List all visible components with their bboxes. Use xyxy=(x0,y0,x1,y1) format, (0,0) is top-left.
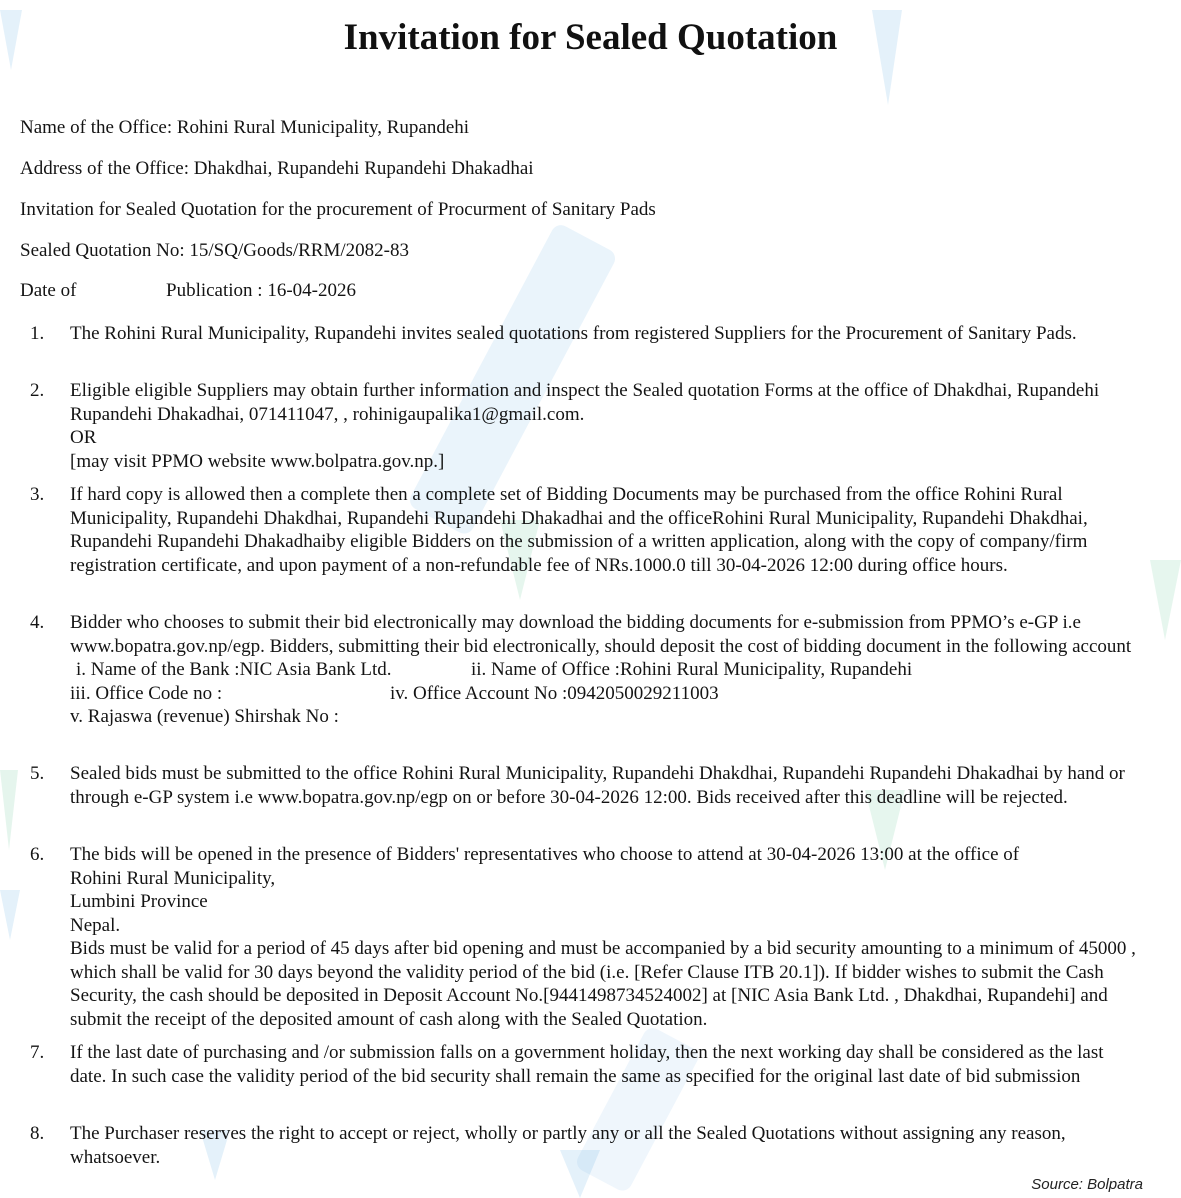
opening-office: Rohini Rural Municipality, xyxy=(70,867,276,889)
item-number: 8. xyxy=(30,1123,45,1144)
publication-date xyxy=(20,279,520,303)
office-name: Name of the Office: Rohini Rural Municipality, Rupandehi xyxy=(20,117,470,138)
page-title: Invitation for Sealed Quotation xyxy=(343,17,838,58)
item-text: The Rohini Rural Municipality, Rupandehi invites sealed quotations from registered Suppliers for the Procurement of Sanitary Pads. xyxy=(70,323,1077,344)
item-text: If the last date of purchasing and /or submission falls on a government holiday, then the next working day shall be considered as the last date. In such case the validity period of the bid security shall remain the same as specified for the original last date of bid submission xyxy=(70,1042,1104,1087)
ppmo-website: [may visit PPMO website www.bolpatra.gov.np.] xyxy=(70,450,445,472)
office-address: Address of the Office: Dhakdhai, Rupandehi Rupandehi Dhakadhai xyxy=(20,158,534,179)
account-row xyxy=(70,658,1142,682)
bid-validity-text: Bids must be valid for a period of 45 days after bid opening and must be accompanied by a bid security amounting to a minimum of 45000 , which shall be valid for 30 days beyond the validity period of the bid (i.e. [Refer Clause ITB 20.1]). If bidder wishes to submit the Cash Security, the cash should be deposited in Deposit Account No.[9441498734524002] at [NIC Asia Bank Ltd. , Dhakdhai, Rupandehi] and submit the receipt of the deposited amount of cash along with the Sealed Quotation. xyxy=(70,938,1136,1030)
quotation-number: Sealed Quotation No: 15/SQ/Goods/RRM/2082-83 xyxy=(20,240,409,261)
office-name-account: ii. Name of Office :Rohini Rural Municipality, Rupandehi xyxy=(471,659,913,680)
item-number: 1. xyxy=(30,323,45,344)
item-text: Sealed bids must be submitted to the office Rohini Rural Municipality, Rupandehi Dhakdhai, Rupandehi Rupandehi Dhakadhai by hand or through e-GP system i.e www.bopatra.gov.np/egp on or before 30-04-2026 12:00. Bids received after this deadline will be rejected. xyxy=(70,763,1125,808)
office-code: iii. Office Code no : xyxy=(70,682,223,704)
item-text: If hard copy is allowed then a complete then a complete set of Bidding Documents may be purchased from the office Rohini Rural Municipality, Rupandehi Dhakdhai, Rupandehi Rupandehi Dhakadhai and the officeRohini Rural Municipality, Rupandehi Dhakdhai, Rupandehi Rupandehi Dhakadhaiby eligible Bidders on the submission of a written application, along with the copy of company/firm registration certificate, and upon payment of a non-refundable fee of NRs.1000.0 till 30-04-2026 12:00 during office hours. xyxy=(70,484,1088,576)
item-text: The Purchaser reserves the right to accept or reject, wholly or partly any or all the Sealed Quotations without assigning any reason, whatsoever. xyxy=(70,1123,1066,1168)
opening-country: Nepal. xyxy=(70,914,121,936)
item-body xyxy=(70,843,1142,1031)
bank-name: i. Name of the Bank :NIC Asia Bank Ltd. xyxy=(76,659,392,680)
invitation-subject: Invitation for Sealed Quotation for the procurement of Procurment of Sanitary Pads xyxy=(20,199,656,220)
item-text: Bidder who chooses to submit their bid electronically may download the bidding documents for e-submission from PPMO’s e-GP i.e www.bopatra.gov.np/egp. Bidders, submitting their bid electronically, should deposit the cost of bidding document in the following account xyxy=(70,612,1132,657)
publication-value: Publication : 16-04-2026 xyxy=(166,280,356,301)
rajaswa-shirshak: v. Rajaswa (revenue) Shirshak No : xyxy=(70,706,339,727)
item-number: 2. xyxy=(30,380,45,401)
or-text: OR xyxy=(70,427,97,448)
item-body xyxy=(70,611,1142,729)
opening-province: Lumbini Province xyxy=(70,891,208,912)
item-number: 6. xyxy=(30,844,45,865)
item-text: The bids will be opened in the presence of Bidders' representatives who choose to attend at 30-04-2026 13:00 at the office of xyxy=(70,844,1020,865)
source-credit: Source: Bolpatra xyxy=(1031,1176,1143,1193)
account-row xyxy=(70,682,1142,706)
item-body xyxy=(70,379,1142,473)
office-account-no: iv. Office Account No :0942050029211003 xyxy=(390,682,719,704)
item-number: 4. xyxy=(30,612,45,633)
account-row xyxy=(70,705,1142,729)
item-number: 5. xyxy=(30,763,45,784)
item-number: 3. xyxy=(30,484,45,505)
date-label: Date of xyxy=(20,280,77,301)
item-text: Eligible eligible Suppliers may obtain further information and inspect the Sealed quotation Forms at the office of Dhakdhai, Rupandehi Rupandehi Dhakadhai, 071411047, , rohinigaupalika1@gmail.com. xyxy=(70,380,1100,425)
item-number: 7. xyxy=(30,1042,45,1063)
